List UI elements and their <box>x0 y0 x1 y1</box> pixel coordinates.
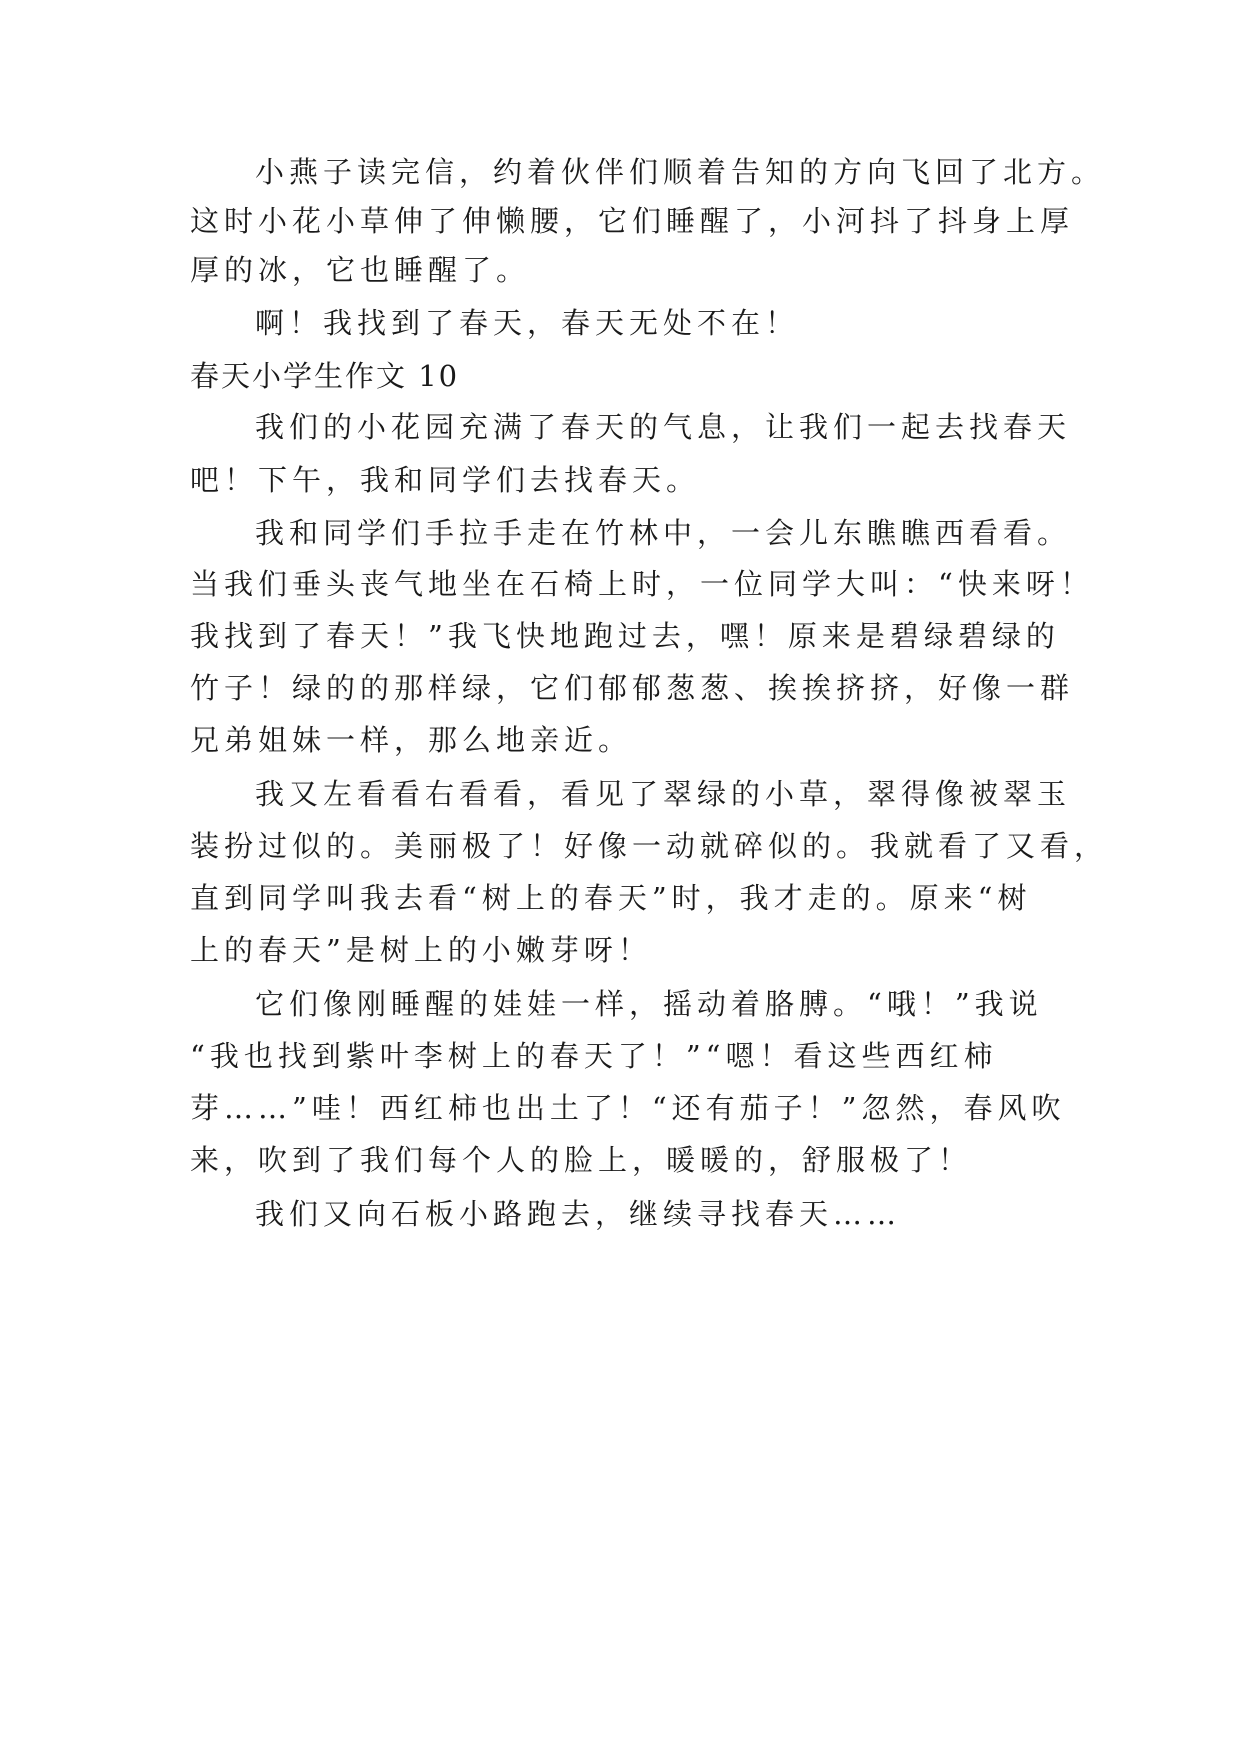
paragraph-line: 来，吹到了我们每个人的脸上，暖暖的，舒服极了！ <box>190 1143 973 1177</box>
paragraph-line: 吧！下午，我和同学们去找春天。 <box>190 463 701 497</box>
paragraph-line: 小燕子读完信，约着伙伴们顺着告知的方向飞回了北方。 <box>255 155 1106 189</box>
paragraph-line: 我们的小花园充满了春天的气息，让我们一起去找春天 <box>255 410 1072 444</box>
paragraph-line: 竹子！绿的的那样绿，它们郁郁葱葱、挨挨挤挤，好像一群 <box>190 671 1075 705</box>
essay-title: 春天小学生作文 10 <box>190 359 460 393</box>
paragraph-line: 这时小花小草伸了伸懒腰，它们睡醒了，小河抖了抖身上厚 <box>190 204 1075 238</box>
paragraph-line: 我找到了春天！”我飞快地跑过去，嘿！原来是碧绿碧绿的 <box>190 619 1060 653</box>
paragraph-line: 芽……”哇！西红柿也出土了！“还有茄子！”忽然，春风吹 <box>190 1091 1066 1125</box>
paragraph-line: 啊！我找到了春天，春天无处不在！ <box>255 306 800 340</box>
paragraph-line: “我也找到紫叶李树上的春天了！”“嗯！看这些西红柿 <box>190 1039 998 1073</box>
paragraph-line: 装扮过似的。美丽极了！好像一动就碎似的。我就看了又看， <box>190 829 1109 863</box>
paragraph-line: 我又左看看右看看，看见了翠绿的小草，翠得像被翠玉 <box>255 777 1072 811</box>
paragraph-line: 我们又向石板小路跑去，继续寻找春天…… <box>255 1197 902 1231</box>
paragraph-line: 厚的冰，它也睡醒了。 <box>190 253 531 287</box>
paragraph-line: 当我们垂头丧气地坐在石椅上时，一位同学大叫：“快来呀！ <box>190 567 1094 601</box>
paragraph-line: 直到同学叫我去看“树上的春天”时，我才走的。原来“树 <box>190 881 1032 915</box>
paragraph-line: 兄弟姐妹一样，那么地亲近。 <box>190 723 633 757</box>
paragraph-line: 它们像刚睡醒的娃娃一样，摇动着胳膊。“哦！”我说 <box>255 987 1043 1021</box>
paragraph-line: 我和同学们手拉手走在竹林中，一会儿东瞧瞧西看看。 <box>255 516 1072 550</box>
paragraph-line: 上的春天”是树上的小嫩芽呀！ <box>190 933 652 967</box>
